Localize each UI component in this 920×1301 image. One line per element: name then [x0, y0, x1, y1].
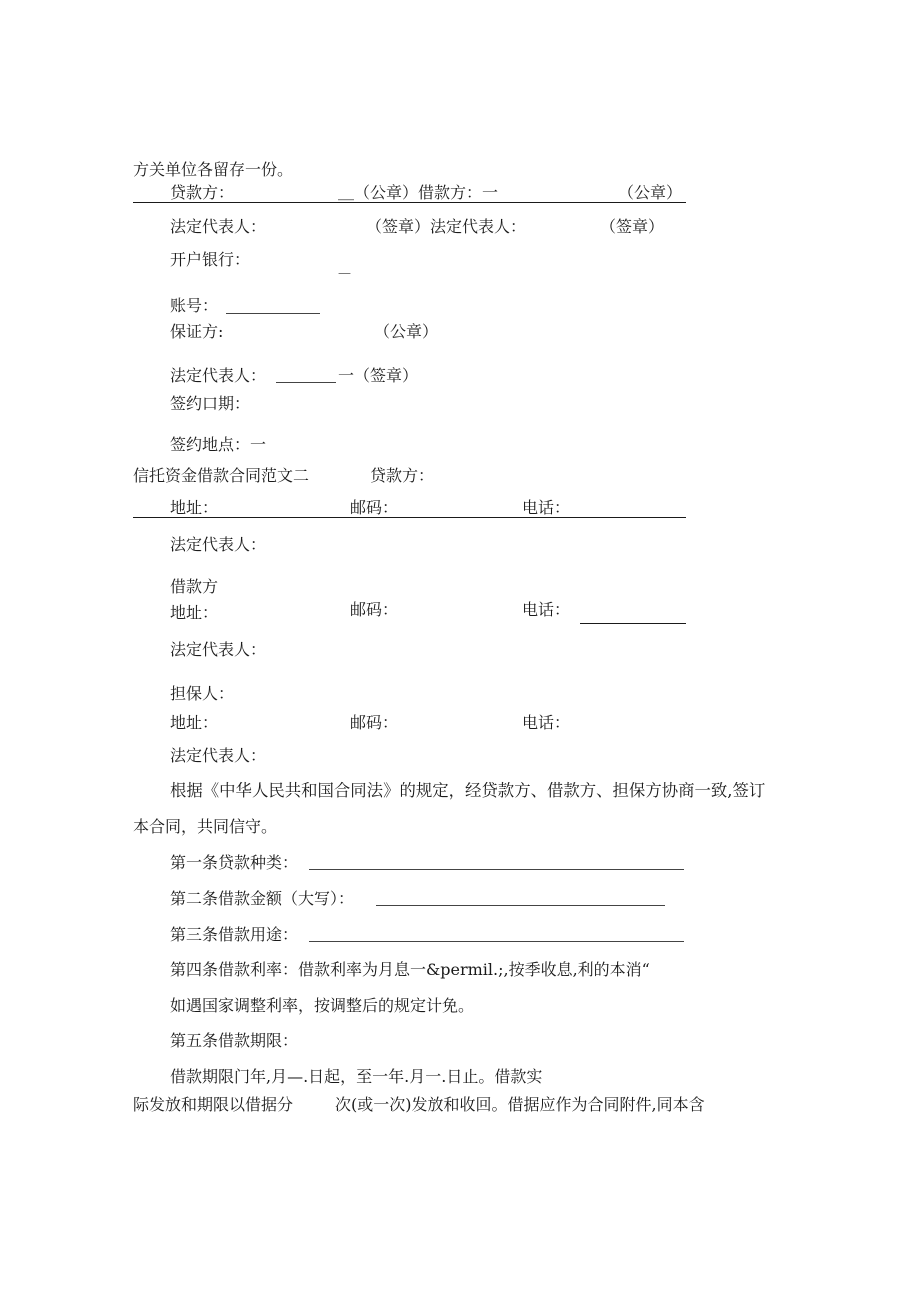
- guarantor-label: 保证方:: [170, 322, 224, 341]
- preamble-text: 根据《中华人民共和国合同法》的规定，经贷款方、借款方、担保方协商一致,签订: [170, 781, 766, 800]
- sign-date-label: 签约口期：: [170, 394, 251, 413]
- legal-rep-blank: [276, 382, 336, 383]
- article-3-label: 第三条借款用途：: [170, 925, 299, 944]
- article-5-text: 次(或一次)发放和收回。借据应作为合同附件,同本含: [335, 1095, 705, 1114]
- legal-rep-label: 法定代表人：: [170, 535, 267, 554]
- account-label: 账号：: [170, 296, 219, 315]
- section-title: 信托资金借款合同范文二: [133, 466, 310, 485]
- legal-rep-label: 法定代表人：: [170, 366, 267, 385]
- address-label: 地址：: [170, 603, 219, 622]
- legal-rep-label: 法定代表人：: [170, 640, 267, 659]
- article-1-label: 第一条贷款种类：: [170, 853, 299, 872]
- guarantor-label: 担保人：: [170, 684, 235, 703]
- signature-label: 一（签章）: [338, 366, 419, 385]
- borrower-label: 借款方: [170, 577, 219, 596]
- rule-line: [133, 202, 686, 203]
- lender-seal-borrower-label: ＿（公章）借款方：一: [338, 183, 499, 202]
- address-label: 地址：: [170, 713, 219, 732]
- bank-label: 开户银行：: [170, 250, 251, 269]
- lender-label: 贷款方：: [370, 466, 435, 485]
- legal-rep-label: 法定代表人：: [170, 746, 267, 765]
- article-3-blank: [309, 941, 684, 942]
- phone-blank: [580, 623, 686, 624]
- borrower-seal: （公章）: [618, 183, 683, 202]
- signature-legal-rep-label: （签章）法定代表人：: [366, 217, 527, 236]
- address-label: 地址：: [170, 498, 219, 517]
- phone-label: 电话：: [522, 713, 571, 732]
- postcode-label: 邮码：: [350, 713, 399, 732]
- rule-line: [133, 517, 686, 518]
- article-2-blank: [376, 905, 665, 906]
- article-1-blank: [309, 869, 684, 870]
- article-2-label: 第二条借款金额（大写）：: [170, 889, 355, 908]
- lender-label: 贷款方：: [170, 183, 235, 202]
- account-blank: [226, 313, 320, 314]
- signature-label: （签章）: [600, 217, 665, 236]
- article-4-text: 第四条借款利率：借款利率为月息一&permil.;,按季收息,利的本消“: [170, 960, 650, 979]
- text-line: 方关单位各留存一份。: [133, 160, 294, 179]
- article-4-text: 如遇国家调整利率，按调整后的规定计免。: [170, 996, 475, 1015]
- guarantor-seal: （公章）: [374, 322, 439, 341]
- phone-label: 电话：: [522, 498, 571, 517]
- article-5-text: 际发放和期限以借据分: [133, 1095, 294, 1114]
- article-5-label: 第五条借款期限：: [170, 1031, 299, 1050]
- sign-place-label: 签约地点：一: [170, 435, 267, 454]
- dash-mark: —: [338, 266, 351, 281]
- postcode-label: 邮码：: [350, 600, 399, 619]
- postcode-label: 邮码：: [350, 498, 399, 517]
- phone-label: 电话：: [522, 600, 571, 619]
- preamble-text: 本合同，共同信守。: [133, 817, 278, 836]
- article-5-text: 借款期限门年,月—.日起，至一年.月一.日止。借款实: [170, 1067, 543, 1086]
- legal-rep-label: 法定代表人：: [170, 217, 267, 236]
